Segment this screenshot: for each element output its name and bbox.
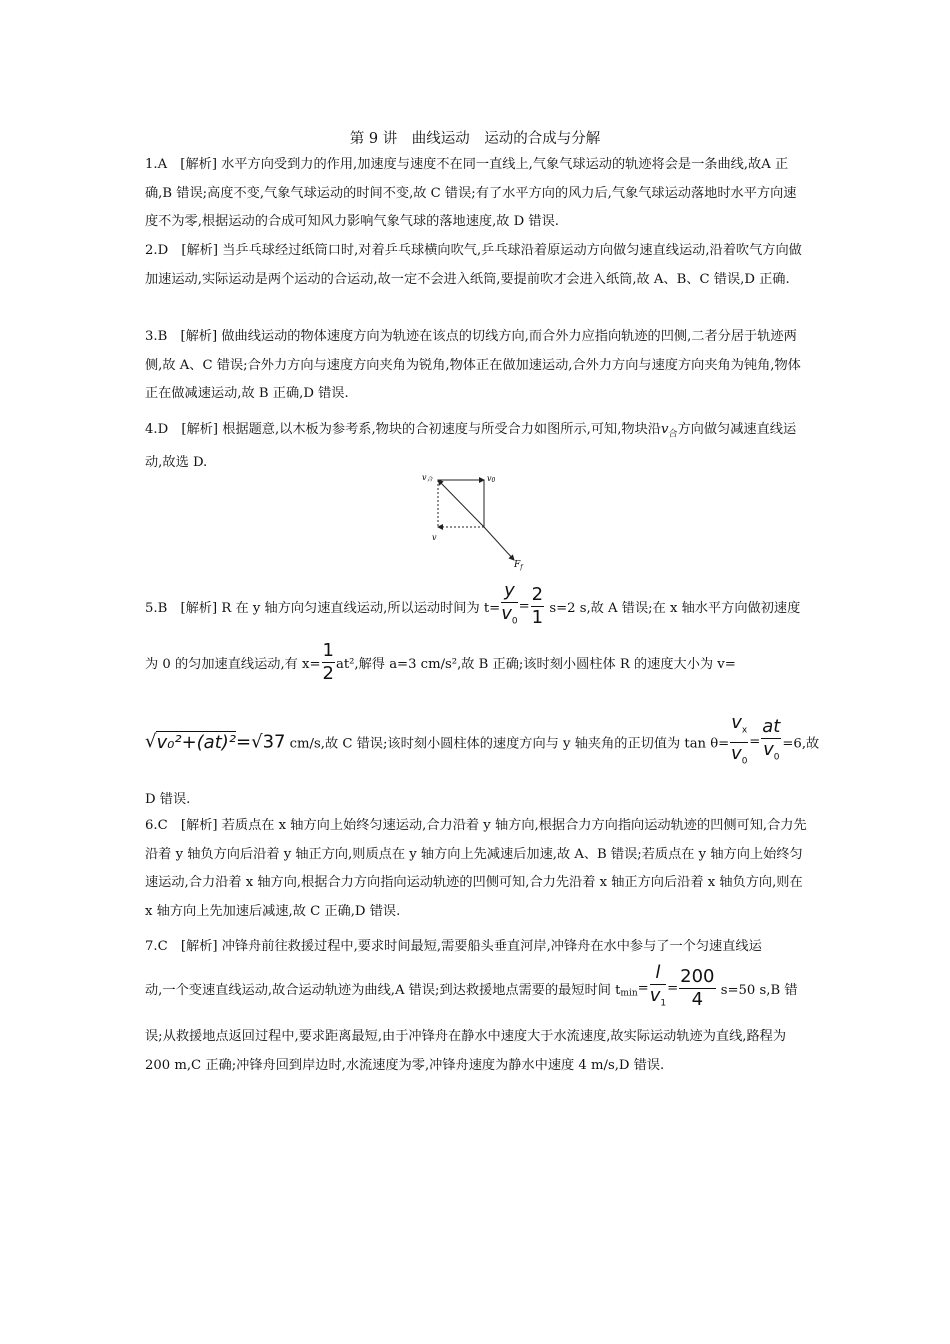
answer-6: [145, 812, 807, 926]
answer-2: [145, 237, 807, 294]
fraction-l-over-v1: $\frac{l}{v_1}$: [649, 962, 667, 1009]
answer-7-label: 7.C [解析]: [145, 939, 218, 954]
answer-5-line-2: [145, 640, 736, 685]
answer-1: [145, 151, 807, 237]
answer-4-label: 4.D [解析]: [145, 422, 219, 437]
answer-7-text-3: s=50 s,B 错: [716, 982, 798, 998]
fraction-200-over-4: $\frac{200}{4}$: [680, 965, 715, 1010]
label-F: $F_f$: [514, 560, 523, 571]
answer-5-line-4: D 错误.: [145, 792, 191, 807]
answer-7-line-1: [145, 935, 762, 954]
fraction-vx-over-v0: $\frac{v_x}{v_0}$: [731, 712, 748, 767]
equals-sign-2: =: [236, 731, 252, 753]
label-v0: v0: [487, 474, 496, 484]
fraction-2-over-1: $\frac{2}{1}$: [531, 583, 544, 628]
answer-5-text-5: cm/s,故 C 错误;该时刻小圆柱体的速度方向与 y 轴夹角的正切值为 tan θ=: [285, 736, 730, 752]
answer-5-line-1: [145, 580, 800, 633]
t-min-subscript: min: [620, 988, 638, 999]
page-title: 第 9 讲 曲线运动 运动的合成与分解: [349, 131, 601, 147]
answer-7-line-2: 动,一个变速直线运动,故合运动轨迹为曲线,A 错误;到达救援地点需要的最短时间 $t_{min}=$ $\frac{l}{v_1}$ = $\frac{200}{4}$ s=50 s,B 错: [145, 962, 798, 1015]
sqrt-37: √37: [251, 731, 286, 753]
fraction-y-over-v0: $\frac{y}{v_0}$: [501, 580, 518, 627]
answer-7-text-4: 误;从救援地点返回过程中,要求距离最短,由于冲锋舟在静水中速度大于水流速度,故实际运动轨迹为直线,路程为 200 m,C 正确;冲锋舟回到岸边时,水流速度为零,冲锋舟速度为静水中速度 4 m/s,D 错误.: [145, 1029, 787, 1073]
answer-3-label: 3.B [解析]: [145, 329, 218, 344]
answer-5-text-2: s=2 s,故 A 错误;在 x 轴水平方向做初速度: [545, 600, 801, 616]
answer-5-text-1: R 在 y 轴方向匀速直线运动,所以运动时间为 t=: [217, 600, 501, 616]
answer-7-line-3: [145, 1023, 807, 1080]
answer-1-label: 1.A [解析]: [145, 157, 217, 172]
answer-6-label: 6.C [解析]: [145, 818, 218, 833]
answer-4-text-1: 根据题意,以木板为参考系,物块的合初速度与所受合力如图所示,可知,物块沿: [218, 422, 661, 437]
friction-arrow: [484, 527, 514, 560]
label-v: v: [432, 533, 437, 542]
answer-7-text-2: 动,一个变速直线运动,故合运动轨迹为曲线,A 错误;到达救援地点需要的最短时间 t: [145, 982, 621, 998]
answer-4: [145, 416, 807, 478]
fraction-at-over-v0: $\frac{at}{v_0}$: [762, 715, 781, 763]
answer-5-text-4: at²,解得 a=3 cm/s²,故 B 正确;该时刻小圆柱体 R 的速度大小为 v=: [335, 657, 736, 672]
answer-4-text-2: 方向做匀减速直线运动,故选 D.: [145, 422, 797, 471]
answer-3-text: 做曲线运动的物体速度方向为轨迹在该点的切线方向,而合外力应指向轨迹的凹侧,二者分居于轨迹两侧,故 A、C 错误;合外力方向与速度方向夹角为锐角,物体正在做加速运动,合外力方向与速度方向夹角为钝角,物体正在做减速运动,故 B 正确,D 错误.: [145, 329, 801, 401]
velocity-diagram: [418, 470, 530, 574]
answer-2-label: 2.D [解析]: [145, 243, 219, 258]
answer-2-text: 当乒乓球经过纸筒口时,对着乒乓球横向吹气,乒乓球沿着原运动方向做匀速直线运动,沿着吹气方向做加速运动,实际运动是两个运动的合运动,故一定不会进入纸筒,要提前吹才会进入纸筒,故 A、B、C 错误,D 正确.: [145, 243, 802, 287]
answer-5-text-3: 为 0 的匀加速直线运动,有 x=: [145, 657, 321, 672]
sqrt-expression-1: √v₀²+(at)²: [145, 731, 236, 753]
answer-1-text: 水平方向受到力的作用,加速度与速度不在同一直线上,气象气球运动的轨迹将会是一条曲线,故A 正确,B 错误;高度不变,气象气球运动的时间不变,故 C 错误;有了水平方向的风力后,气象气球运动落地时水平方向速度不为零,根据运动的合成可知风力影响气象气球的落地速度,故 D 错误.: [145, 157, 797, 229]
fraction-1-over-2: $\frac{1}{2}$: [322, 640, 334, 684]
answer-5-text-6: =6,故: [782, 736, 820, 752]
answer-7-text-1: 冲锋舟前往救援过程中,要求时间最短,需要船头垂直河岸,冲锋舟在水中参与了一个匀速直线运: [217, 939, 762, 954]
answer-4-v: v: [660, 422, 669, 437]
answer-5-label: 5.B [解析]: [145, 600, 218, 616]
equals-sign: =: [518, 598, 530, 614]
answer-3: [145, 323, 807, 409]
answer-6-text: 若质点在 x 轴方向上始终匀速运动,合力沿着 y 轴方向,根据合力方向指向运动轨迹的凹侧可知,合力先沿着 y 轴负方向后沿着 y 轴正方向,则质点在 y 轴方向上先减速后加速,故 A、B 错误;若质点在 y 轴方向上始终匀速运动,合力沿着 x 轴方向,根据合力方向指向运动轨迹的凹侧可知,合力先沿着 x 轴正方向后沿着 x 轴负方向,则在 x 轴方向上先加速后减速,故 C 正确,D 错误.: [145, 818, 807, 919]
v-he-arrow: [438, 480, 484, 527]
label-v-he: v合: [422, 473, 433, 483]
answer-4-v-sub: 合: [668, 429, 678, 440]
answer-5-line-3: √v₀²+(at)²=√37 cm/s,故 C 错误;该时刻小圆柱体的速度方向与 y 轴夹角的正切值为 tan θ= $\frac{v_x}{v_0}$ = $\frac{at}{v_0}$ =6,故: [145, 712, 819, 772]
